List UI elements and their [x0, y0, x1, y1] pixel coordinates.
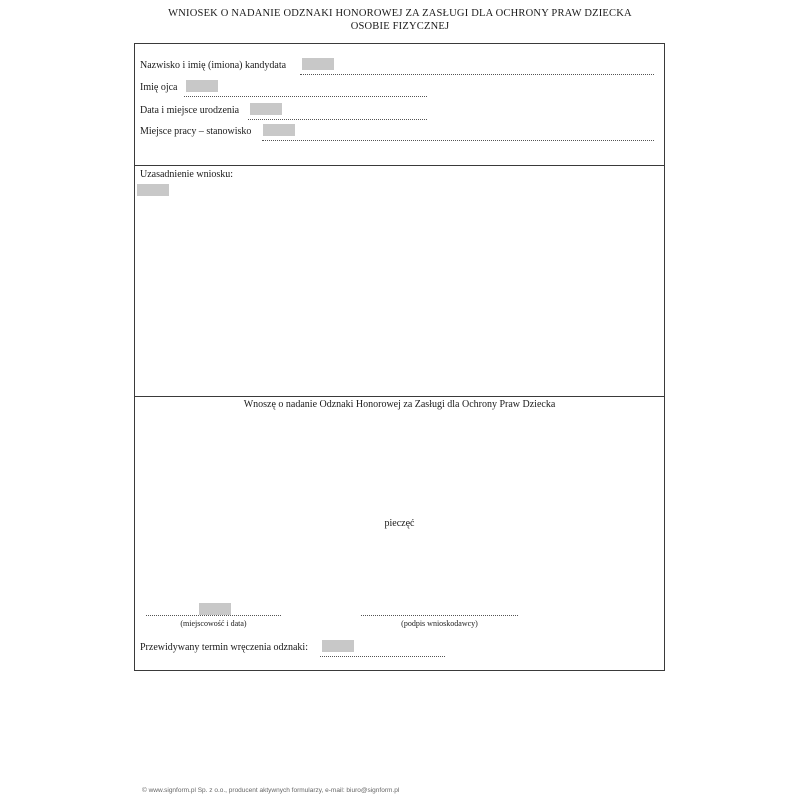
work-row: [140, 125, 654, 139]
birth-row: [140, 104, 427, 118]
father-name-line: [184, 84, 427, 97]
justification-section: [135, 166, 664, 397]
application-form: [134, 43, 665, 671]
term-label: Przewidywany termin wręczenia odznaki:: [140, 642, 308, 653]
request-section: [135, 397, 664, 671]
form-title-line2: OSOBIE FIZYCZNEJ: [350, 21, 450, 32]
stamp-label: pieczęć: [384, 518, 415, 529]
place-date-caption: (miejscowość i data): [180, 619, 247, 628]
request-text: Wnoszę o nadanie Odznaki Honorowej za Zasługi dla Ochrony Praw Dziecka: [243, 399, 556, 410]
birth-field[interactable]: [250, 103, 282, 115]
candidate-name-row: [140, 59, 654, 73]
work-label: Miejsce pracy – stanowisko: [140, 126, 252, 137]
form-title-line1: WNIOSEK O NADANIE ODZNAKI HONOROWEJ ZA ZASŁUGI DLA OCHRONY PRAW DZIECKA: [168, 8, 632, 19]
footer-copyright: © www.signform.pl Sp. z o.o., producent aktywnych formularzy, e-mail: biuro@signform.pl: [142, 787, 400, 794]
form-title: [0, 7, 800, 33]
term-field[interactable]: [322, 640, 354, 652]
candidate-name-field[interactable]: [302, 58, 334, 70]
father-name-row: [140, 81, 427, 95]
work-line: [262, 128, 654, 141]
signature-caption: (podpis wnioskodawcy): [401, 619, 478, 628]
father-name-field[interactable]: [186, 80, 218, 92]
signature-line: [361, 603, 518, 616]
justification-label: Uzasadnienie wniosku:: [140, 169, 234, 180]
candidate-name-label: Nazwisko i imię (imiona) kandydata: [140, 60, 287, 71]
father-name-label: Imię ojca: [140, 82, 178, 93]
place-date-field[interactable]: [199, 603, 231, 615]
candidate-name-line: [300, 62, 654, 75]
candidate-section: [135, 44, 664, 166]
justification-field[interactable]: [137, 184, 169, 196]
birth-label: Data i miejsce urodzenia: [140, 105, 240, 116]
work-field[interactable]: [263, 124, 295, 136]
term-row: [140, 641, 445, 655]
